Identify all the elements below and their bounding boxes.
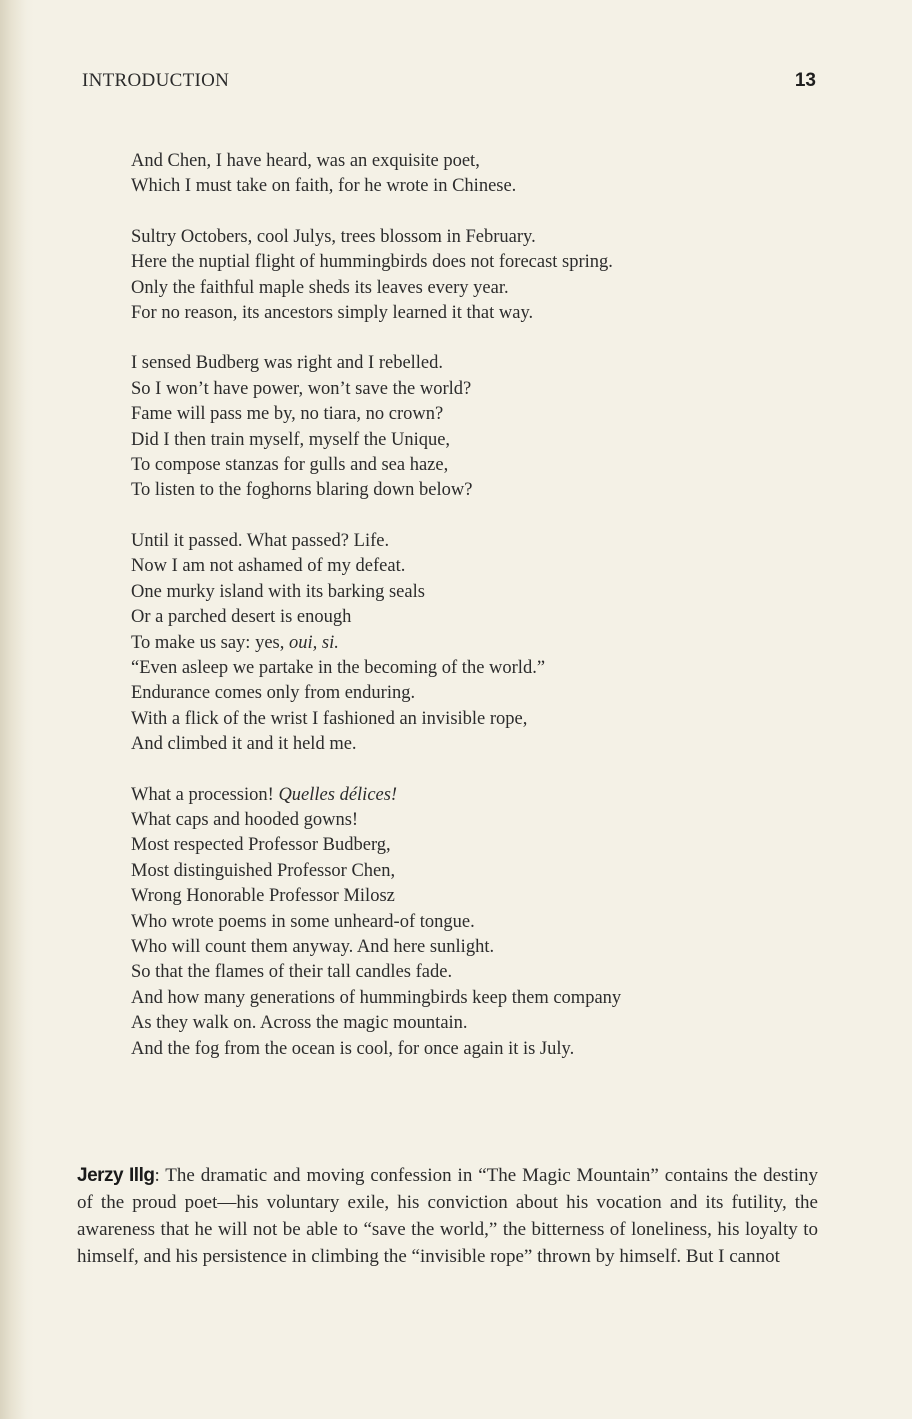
interview-paragraph xyxy=(77,1162,818,1270)
stanza-3 xyxy=(131,351,831,503)
poem-line: Wrong Honorable Professor Milosz xyxy=(131,886,395,907)
poem-line: And how many generations of hummingbirds keep them company xyxy=(131,987,622,1008)
poem-line: Who will count them anyway. And here sunlight. xyxy=(131,936,495,957)
poem-line: Most respected Professor Budberg, xyxy=(131,835,391,856)
poem-line: Did I then train myself, myself the Unique, xyxy=(131,429,451,450)
poem-line: With a flick of the wrist I fashioned an invisible rope, xyxy=(131,708,528,729)
poem-line: Until it passed. What passed? Life. xyxy=(131,530,390,551)
italic-phrase: oui, si. xyxy=(288,632,339,653)
poem-line: One murky island with its barking seals xyxy=(131,581,425,602)
page-header xyxy=(82,70,816,96)
poem-line: Only the faithful maple sheds its leaves every year. xyxy=(131,277,509,298)
speaker-name: Jerzy Illg xyxy=(77,1165,155,1186)
poem-line: To compose stanzas for gulls and sea haze, xyxy=(131,455,449,476)
poem-line: Fame will pass me by, no tiara, no crown? xyxy=(131,404,444,425)
page-number: 13 xyxy=(794,70,816,91)
poem-line xyxy=(131,631,831,656)
page-gutter-shadow xyxy=(0,0,34,1419)
stanza-5 xyxy=(131,783,831,1062)
stanza-4 xyxy=(131,529,831,758)
poem xyxy=(131,149,831,1087)
poem-line-text: What a procession! xyxy=(131,784,279,805)
poem-line-text: To make us say: yes, xyxy=(131,632,289,653)
poem-line: Here the nuptial flight of hummingbirds does not forecast spring. xyxy=(131,252,613,273)
poem-line: What caps and hooded gowns! xyxy=(131,809,359,830)
poem-line: “Even asleep we partake in the becoming of the world.” xyxy=(131,657,546,678)
speaker-colon: : xyxy=(154,1165,160,1186)
poem-line: For no reason, its ancestors simply learned it that way. xyxy=(131,303,534,324)
poem-line: Now I am not ashamed of my defeat. xyxy=(131,556,406,577)
poem-line: Endurance comes only from enduring. xyxy=(131,683,416,704)
poem-line: As they walk on. Across the magic mountain. xyxy=(131,1013,468,1034)
poem-line: And climbed it and it held me. xyxy=(131,734,357,755)
poem-line: And Chen, I have heard, was an exquisite poet, xyxy=(131,151,480,171)
poem-line: Who wrote poems in some unheard-of tongue. xyxy=(131,911,475,932)
poem-line: I sensed Budberg was right and I rebelled. xyxy=(131,353,444,374)
poem-line: And the fog from the ocean is cool, for once again it is July. xyxy=(131,1038,575,1059)
poem-line: Sultry Octobers, cool Julys, trees blossom in February. xyxy=(131,226,536,247)
poem-line: Most distinguished Professor Chen, xyxy=(131,860,396,881)
poem-line: To listen to the foghorns blaring down below? xyxy=(131,480,473,501)
stanza-2 xyxy=(131,225,831,327)
poem-line: Or a parched desert is enough xyxy=(131,607,352,628)
poem-line: Which I must take on faith, for he wrote in Chinese. xyxy=(131,176,517,197)
poem-line: So I won’t have power, won’t save the world? xyxy=(131,378,472,399)
stanza-1 xyxy=(131,149,831,200)
poem-line xyxy=(131,783,831,808)
poem-line: So that the flames of their tall candles fade. xyxy=(131,962,453,983)
paragraph-text: The dramatic and moving confession in “The Magic Mountain” contains the destiny of the proud poet—his voluntary exile, his conviction about his vocation and its futility, the awareness that he will not be able to “save the world,” the bitterness of loneliness, his loyalty to himself, and his persistence in climbing the “invisible rope” thrown by himself. But I cannot xyxy=(77,1165,818,1267)
italic-phrase: Quelles délices! xyxy=(278,784,398,805)
running-head: INTRODUCTION xyxy=(82,70,230,91)
